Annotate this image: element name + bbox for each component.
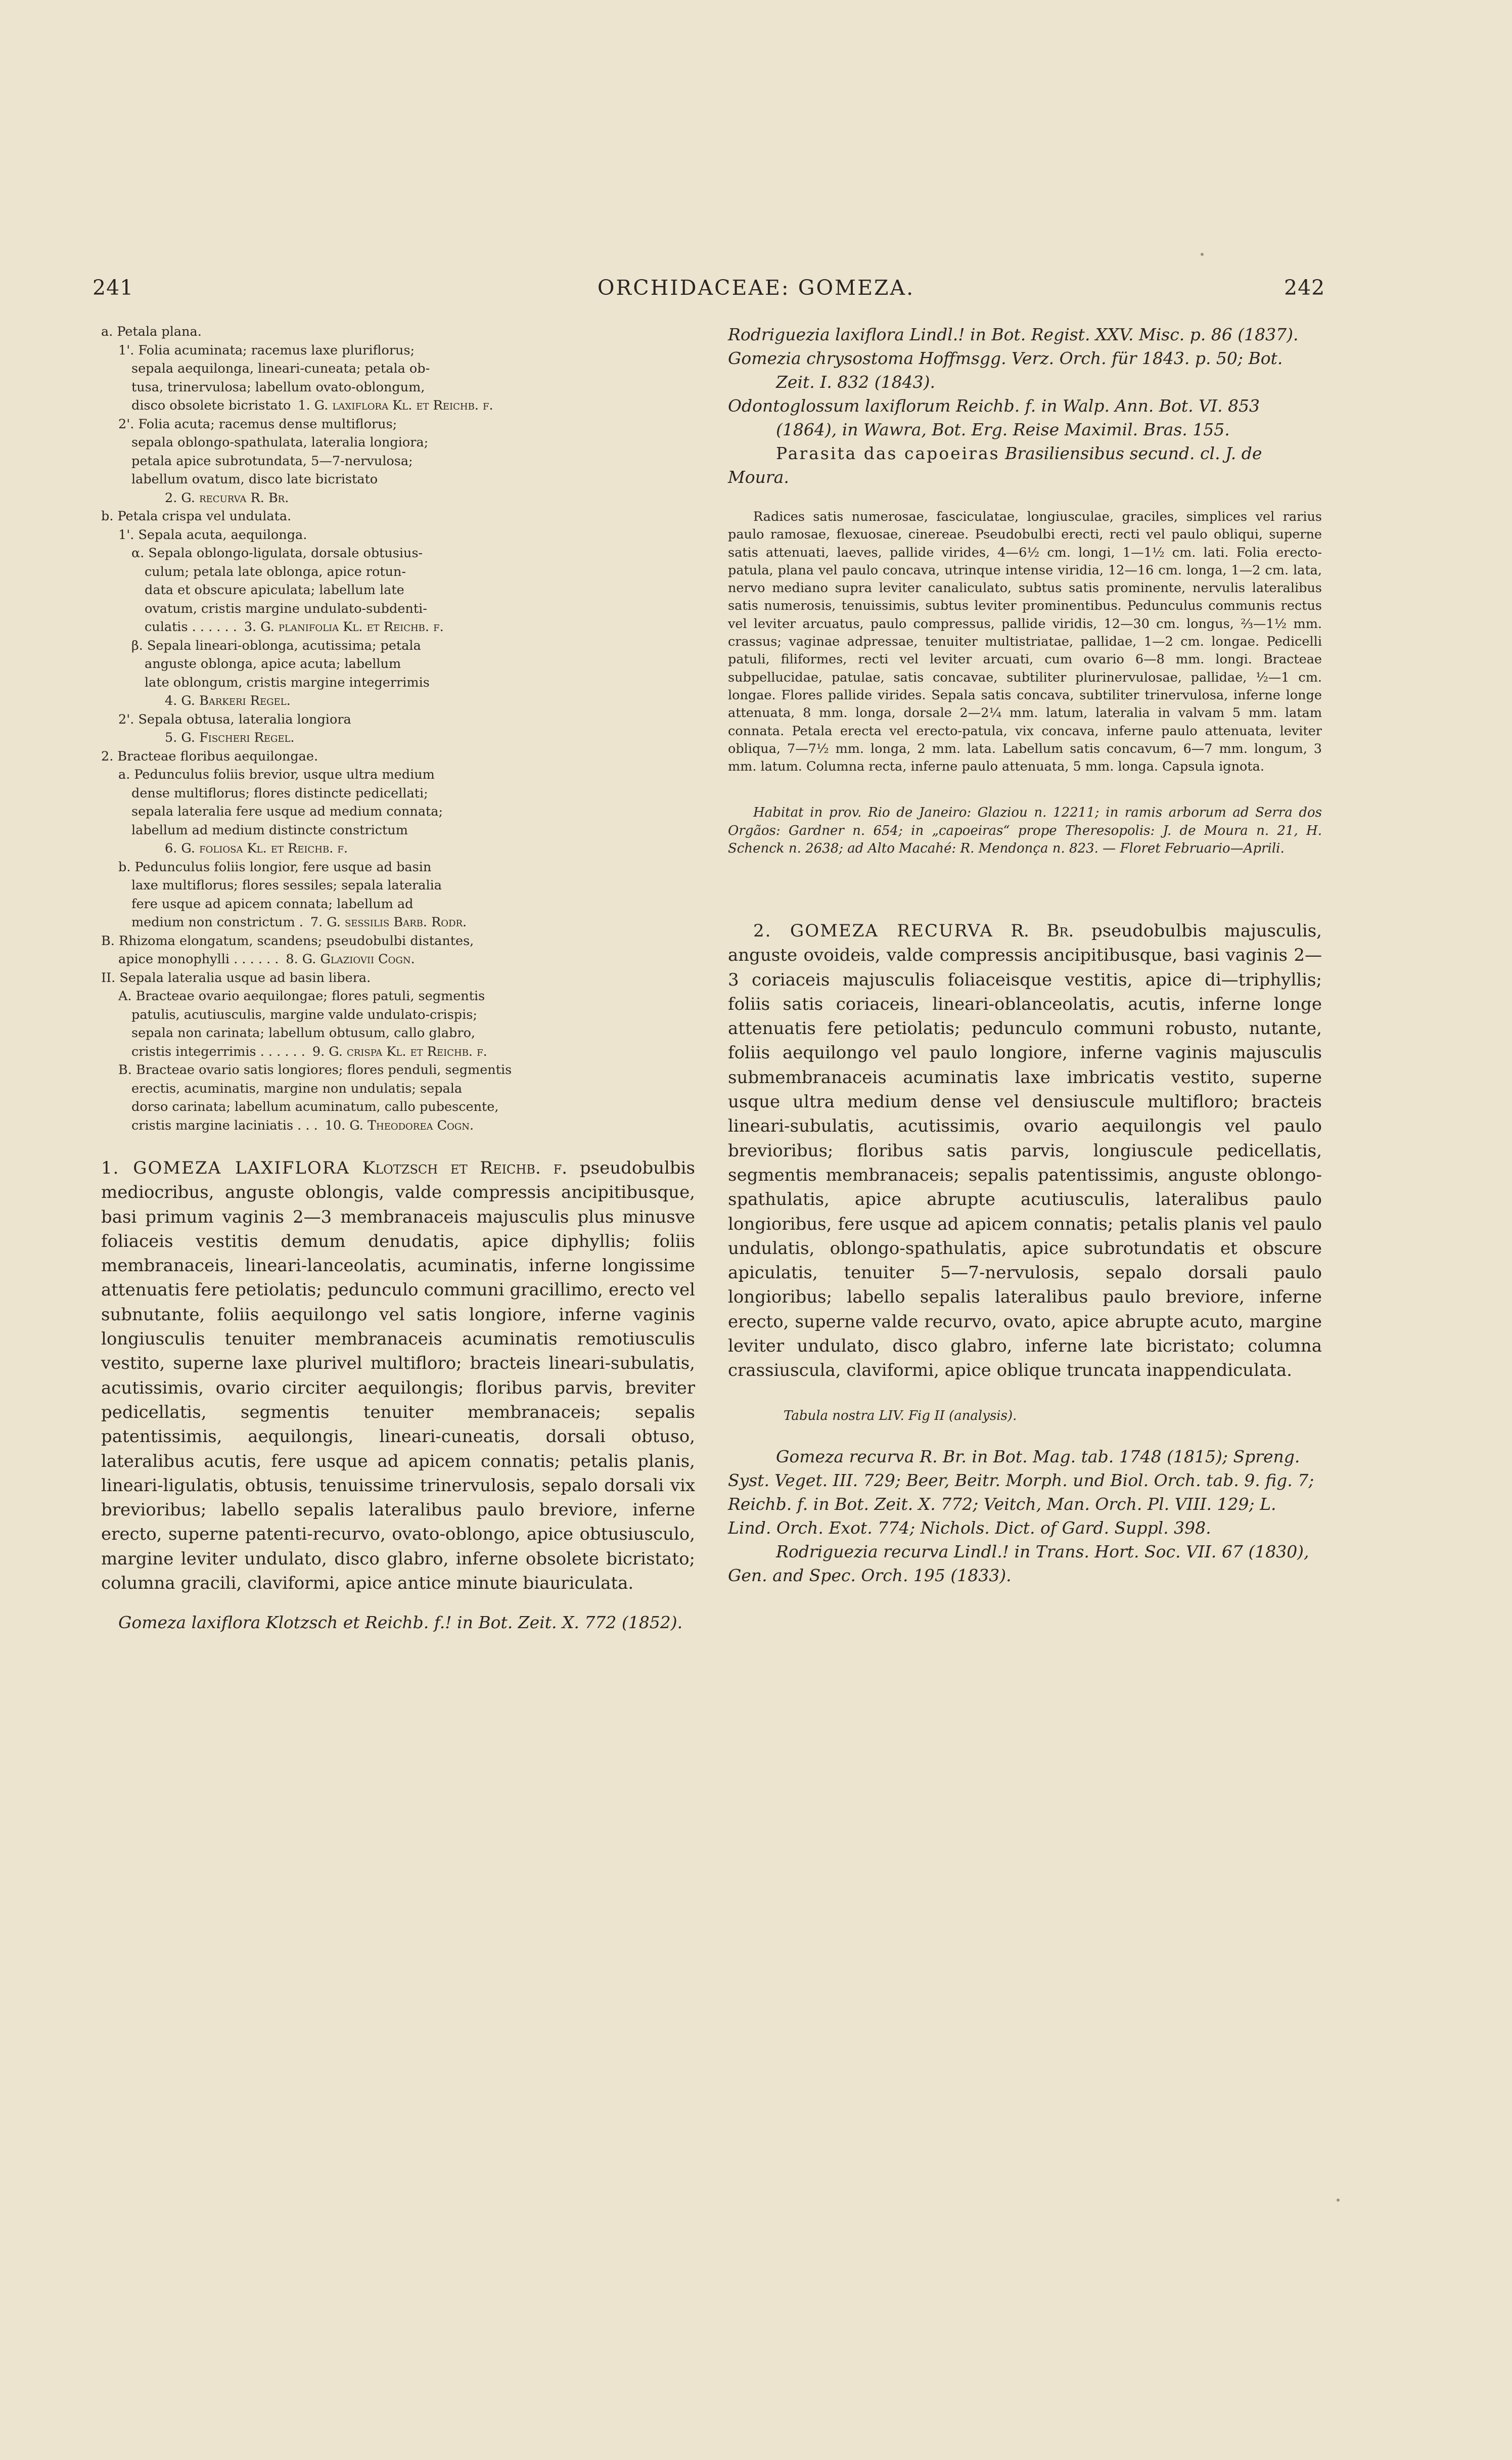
key-line-text: apice monophylli . . . . . . <box>118 952 279 967</box>
species-1-details: Radices satis numerosae, fasciculatae, longiusculae, graciles, simplices vel rarius paulo ramosae, flexuosae, cinereae. Pseudobulbi erecti, recti vel paulo obliqui, superne satis attenuati, laeves, pallide virides, 4—6½ cm. longi, 1—1½ cm. lati. Folia erecto-patula, plana vel paulo concava, utrinque intense viridia, 12—16 cm. longa, 1—2 cm. lata, nervo mediano supra leviter canaliculato, subtus satis prominente, nervulis lateralibus satis numerosis, tenuissimis, subtus leviter prominentibus. Pedunculus communis rectus vel leviter arcuatus, paulo compressus, pallide viridis, 12—30 cm. longus, ⅔—1½ mm. crassus; vaginae adpressae, tenuiter multistriatae, pallidae, 1—2 cm. longae. Pedicelli patuli, filiformes, recti vel leviter arcuati, cum ovario 6—8 mm. longi. Bracteae subpellucidae, patulae, satis concavae, subtiliter plurinervulosae, pallidae, ½—1 cm. longae. Flores pallide virides. Sepala satis concava, subtiliter trinervulosa, inferne longe attenuata, 8 mm. longa, dorsale 2—2¼ mm. latum, lateralia in valvam 5 mm. latam connata. Petala erecta vel erecto-patula, vix concava, inferne paulo attenuata, leviter obliqua, 7—7½ mm. longa, 2 mm. lata. Labellum satis concavum, 6—7 mm. longum, 3 mm. latum. Columna recta, inferne paulo attenuata, 5 mm. longa. Capsula ignota. <box>728 509 1322 775</box>
key-line-text: A. Bracteae ovario aequilongae; flores patuli, segmentis <box>118 989 485 1004</box>
running-title: ORCHIDACEAE: GOMEZA. <box>597 276 915 300</box>
synonym-citation: Rodriguezia laxiflora Lindl.! in Bot. Regist. XXV. Misc. p. 86 (1837). <box>728 325 1299 344</box>
key-line <box>101 821 695 840</box>
species-key <box>101 323 695 1135</box>
key-line <box>101 766 695 784</box>
key-line <box>101 876 695 895</box>
key-line <box>101 1061 695 1080</box>
key-line-text: dorso carinata; labellum acuminatum, callo pubescente, <box>131 1099 499 1114</box>
species-2-description <box>728 919 1322 1383</box>
key-line-text: data et obscure apiculata; labellum late <box>145 583 404 598</box>
key-line-text: dense multiflorus; flores distincte pedicellati; <box>131 785 428 801</box>
key-line <box>101 987 695 1006</box>
plate-reference: Tabula nostra LIV. Fig II (analysis). <box>784 1408 1017 1423</box>
key-line-text: erectis, acuminatis, margine non undulatis; sepala <box>131 1081 463 1096</box>
key-line <box>101 655 695 674</box>
key-line-text: b. Petala crispa vel undulata. <box>101 509 292 524</box>
key-line <box>101 1116 695 1135</box>
key-line-text: B. Bracteae ovario satis longiores; flores penduli, segmentis <box>118 1062 512 1078</box>
key-line <box>101 581 695 600</box>
key-line <box>101 784 695 803</box>
species-2-citation: Gomeza recurva R. Br. in Bot. Mag. tab. 1748 (1815); Spreng. Syst. Veget. III. 729; Beer, Beitr. Morph. und Biol. Orch. tab. 9. fig. 7; Reichb. f. in Bot. Zeit. X. 772; Veitch, Man. Orch. Pl. VIII. 129; L. Lind. Orch. Exot. 774; Nichols. Dict. of Gard. Suppl. 398. <box>728 1446 1314 1538</box>
key-line-text: 1'. Folia acuminata; racemus laxe pluriflorus; <box>118 342 415 358</box>
key-line <box>101 637 695 655</box>
key-line <box>101 507 695 526</box>
key-line <box>101 526 695 545</box>
species-2-text: pseudobulbis majusculis, anguste ovoideis, valde compressis ancipitibusque, basi vaginis 2—3 coriaceis majusculis foliaceisque vestitis, apice di—triphyllis; foliis satis coriaceis, lineari-oblanceolatis, acutis, inferne longe attenuatis fere petiolatis; pedunculo communi robusto, nutante, foliis aequilongo vel paulo longiore, inferne vaginis majusculis submembranaceis acuminatis laxe imbricatis vestito, superne usque ultra medium dense vel densiuscule multifloro; bracteis lineari-subulatis, acutissimis, ovario aequilongis vel paulo brevioribus; floribus satis parvis, longiuscule pedicellatis, segmentis membranaceis; sepalis patentissimis, anguste oblongo-spathulatis, apice abrupte acutiusculis, lateralibus paulo longioribus, fere usque ad apicem connatis; petalis planis vel paulo undulatis, oblongo-spathulatis, apice subrotundatis et obscure apiculatis, tenuiter 5—7-nervulosis, sepalo dorsali paulo longioribus; labello sepalis lateralibus paulo breviore, inferne erecto, superne valde recurvo, ovato, apice abrupte acuto, margine leviter undulato, disco glabro, inferne late bicristato; columna crassiuscula, claviformi, apice oblique truncata inappendiculata. <box>728 920 1322 1381</box>
key-line <box>101 729 695 747</box>
key-line-text: 2. Bracteae floribus aequilongae. <box>101 748 318 764</box>
key-line <box>101 839 695 858</box>
key-species-ref: 8. G. Glaziovii Cogn. <box>286 952 415 967</box>
key-line-text: fere usque ad apicem connata; labellum ad <box>131 896 414 912</box>
key-line <box>101 618 695 637</box>
key-line <box>101 747 695 766</box>
key-line <box>101 913 695 932</box>
key-line <box>101 1098 695 1116</box>
key-line-text: labellum ad medium distincte constrictum <box>131 822 408 838</box>
page-number-right: 242 <box>1284 276 1325 300</box>
key-line <box>101 802 695 821</box>
key-line <box>101 858 695 877</box>
species-2-title: 2. GOMEZA RECURVA <box>753 920 993 941</box>
key-line <box>101 950 695 969</box>
key-line <box>101 563 695 582</box>
key-line-text: sepala non carinata; labellum obtusum, callo glabro, <box>131 1025 476 1041</box>
key-line <box>101 323 695 341</box>
key-line-text: a. Petala plana. <box>101 324 202 339</box>
key-line <box>101 544 695 563</box>
key-line-text: 2'. Folia acuta; racemus dense multiflorus; <box>118 416 397 432</box>
species-1-author: Klotzsch et Reichb. f. <box>362 1158 568 1178</box>
key-species-ref: 9. G. crispa Kl. et Reichb. f. <box>312 1044 487 1059</box>
key-line <box>101 470 695 489</box>
key-species-ref: 7. G. sessilis Barb. Rodr. <box>310 915 467 930</box>
key-line <box>101 433 695 452</box>
key-line-text: b. Pedunculus foliis longior, fere usque ad basin <box>118 859 432 875</box>
key-line-text: 2'. Sepala obtusa, lateralia longiora <box>118 711 351 727</box>
key-species-ref: 2. G. recurva R. Br. <box>165 490 289 506</box>
key-line <box>101 360 695 378</box>
key-line <box>101 600 695 618</box>
speck <box>1201 253 1204 256</box>
key-line-text: petala apice subrotundata, 5—7-nervulosa; <box>131 453 413 469</box>
key-line-text: medium non constrictum . <box>131 915 303 930</box>
species-2-citations <box>728 1445 1322 1587</box>
species-1-citation: Gomeza laxiflora Klotzsch et Reichb. f.! in Bot. Zeit. X. 772 (1852). <box>118 1613 683 1633</box>
habitat: Habitat in prov. Rio de Janeiro: Glaziou n. 12211; in ramis arborum ad Serra dos Orgãos: Gardner n. 654; in „capoeiras“ prope Theresopolis: J. de Moura n. 21, H. Schenck n. 2638; ad Alto Macahé: R. Mendonça n. 823. — Floret Februario—Aprili. <box>728 805 1322 857</box>
species-2-citation: Rodriguezia recurva Lindl.! in Trans. Hort. Soc. VII. 67 (1830), Gen. and Spec. Orch. 195 (1833). <box>728 1541 1309 1585</box>
key-line <box>101 1043 695 1061</box>
key-line-text: a. Pedunculus foliis brevior, usque ultra medium <box>118 767 435 782</box>
key-line-text: tusa, trinervulosa; labellum ovato-oblongum, <box>131 379 425 395</box>
key-line <box>101 1080 695 1098</box>
left-column <box>101 323 695 1634</box>
key-line <box>101 692 695 710</box>
key-species-ref: 6. G. foliosa Kl. et Reichb. f. <box>165 841 348 856</box>
key-line-text: culum; petala late oblonga, apice rotun- <box>145 564 406 579</box>
synonym-citation: Odontoglossum laxiflorum Reichb. f. in Walp. Ann. Bot. VI. 853 (1864), in Wawra, Bot. Erg. Reise Maximil. Bras. 155. <box>728 396 1260 439</box>
species-1-title: 1. GOMEZA LAXIFLORA <box>101 1158 350 1178</box>
synonym-citations <box>728 323 1322 441</box>
key-line <box>101 489 695 508</box>
vernacular-source: Brasiliensibus secund. cl. J. de Moura. <box>728 443 1262 487</box>
species-1-description <box>101 1156 695 1595</box>
key-line-text: sepala oblongo-spathulata, lateralia longiora; <box>131 435 429 450</box>
right-column <box>728 323 1322 1587</box>
key-line-text: culatis . . . . . . <box>145 619 237 635</box>
key-species-ref: 4. G. Barkeri Regel. <box>165 693 291 708</box>
key-line <box>101 895 695 914</box>
key-line-text: cristis integerrimis . . . . . . <box>131 1044 305 1059</box>
vernacular-name: Parasita das capoeiras <box>776 443 1000 463</box>
key-line-text: disco obsolete bicristato <box>131 398 291 413</box>
key-line-text: cristis margine laciniatis . . . <box>131 1117 318 1133</box>
key-line-text: late oblongum, cristis margine integerrimis <box>145 675 430 690</box>
key-line-text: sepala lateralia fere usque ad medium connata; <box>131 804 443 819</box>
key-line-text: II. Sepala lateralia usque ad basin libera. <box>101 970 371 986</box>
species-2-author: R. Br. <box>1011 920 1074 941</box>
key-line <box>101 396 695 415</box>
page-number-left: 241 <box>93 276 134 300</box>
vernacular-note <box>728 441 1322 489</box>
species-1-text: pseudobulbis mediocribus, anguste oblongis, valde compressis ancipitibusque, basi primum vaginis 2—3 membranaceis majusculis plus minusve foliaceis vestitis demum denudatis, apice diphyllis; foliis membranaceis, lineari-lanceolatis, acuminatis, inferne longissime attenuatis fere petiolatis; pedunculo communi gracillimo, erecto vel subnutante, foliis aequilongo vel satis longiore, inferne vaginis longiusculis tenuiter membranaceis acuminatis remotiusculis vestito, superne laxe plurivel multifloro; bracteis lineari-subulatis, acutissimis, ovario circiter aequilongis; floribus parvis, breviter pedicellatis, segmentis tenuiter membranaceis; sepalis patentissimis, aequilongis, lineari-cuneatis, dorsali obtuso, lateralibus acutis, fere usque ad apicem connatis; petalis planis, lineari-ligulatis, obtusis, tenuissime trinervulosis, sepalo dorsali vix brevioribus; labello sepalis lateralibus paulo breviore, inferne erecto, superne patenti-recurvo, ovato-oblongo, apice obtusiusculo, margine leviter undulato, disco glabro, inferne obsolete bicristato; columna gracili, claviformi, apice antice minute biauriculata. <box>101 1158 695 1594</box>
key-line-text: β. Sepala lineari-oblonga, acutissima; petala <box>131 638 421 653</box>
key-line-text: B. Rhizoma elongatum, scandens; pseudobulbi distantes, <box>101 933 474 949</box>
key-line-text: ovatum, cristis margine undulato-subdenti- <box>145 601 427 616</box>
key-line <box>101 341 695 360</box>
key-line <box>101 452 695 471</box>
key-line <box>101 969 695 988</box>
key-line-text: laxe multiflorus; flores sessiles; sepala lateralia <box>131 878 442 893</box>
key-line <box>101 674 695 692</box>
key-line-text: 1'. Sepala acuta, aequilonga. <box>118 527 307 543</box>
key-line-text: α. Sepala oblongo-ligulata, dorsale obtusius- <box>131 546 423 561</box>
key-line <box>101 1024 695 1043</box>
key-species-ref: 5. G. Fischeri Regel. <box>165 730 295 745</box>
key-species-ref: 1. G. laxiflora Kl. et Reichb. f. <box>298 398 493 413</box>
synonym-citation: Gomezia chrysostoma Hoffmsgg. Verz. Orch. für 1843. p. 50; Bot. Zeit. I. 832 (1843). <box>728 348 1283 392</box>
key-line <box>101 710 695 729</box>
key-line <box>101 932 695 951</box>
key-line <box>101 1006 695 1024</box>
key-species-ref: 3. G. planifolia Kl. et Reichb. f. <box>244 619 444 635</box>
key-line <box>101 415 695 434</box>
speck <box>1337 2199 1340 2202</box>
key-line-text: patulis, acutiusculis, margine valde undulato-crispis; <box>131 1007 477 1022</box>
key-line <box>101 378 695 397</box>
key-line-text: labellum ovatum, disco late bicristato <box>131 472 378 487</box>
key-species-ref: 10. G. Theodorea Cogn. <box>325 1117 474 1133</box>
key-line-text: sepala aequilonga, lineari-cuneata; petala ob- <box>131 361 430 376</box>
key-line-text: anguste oblonga, apice acuta; labellum <box>145 656 401 672</box>
